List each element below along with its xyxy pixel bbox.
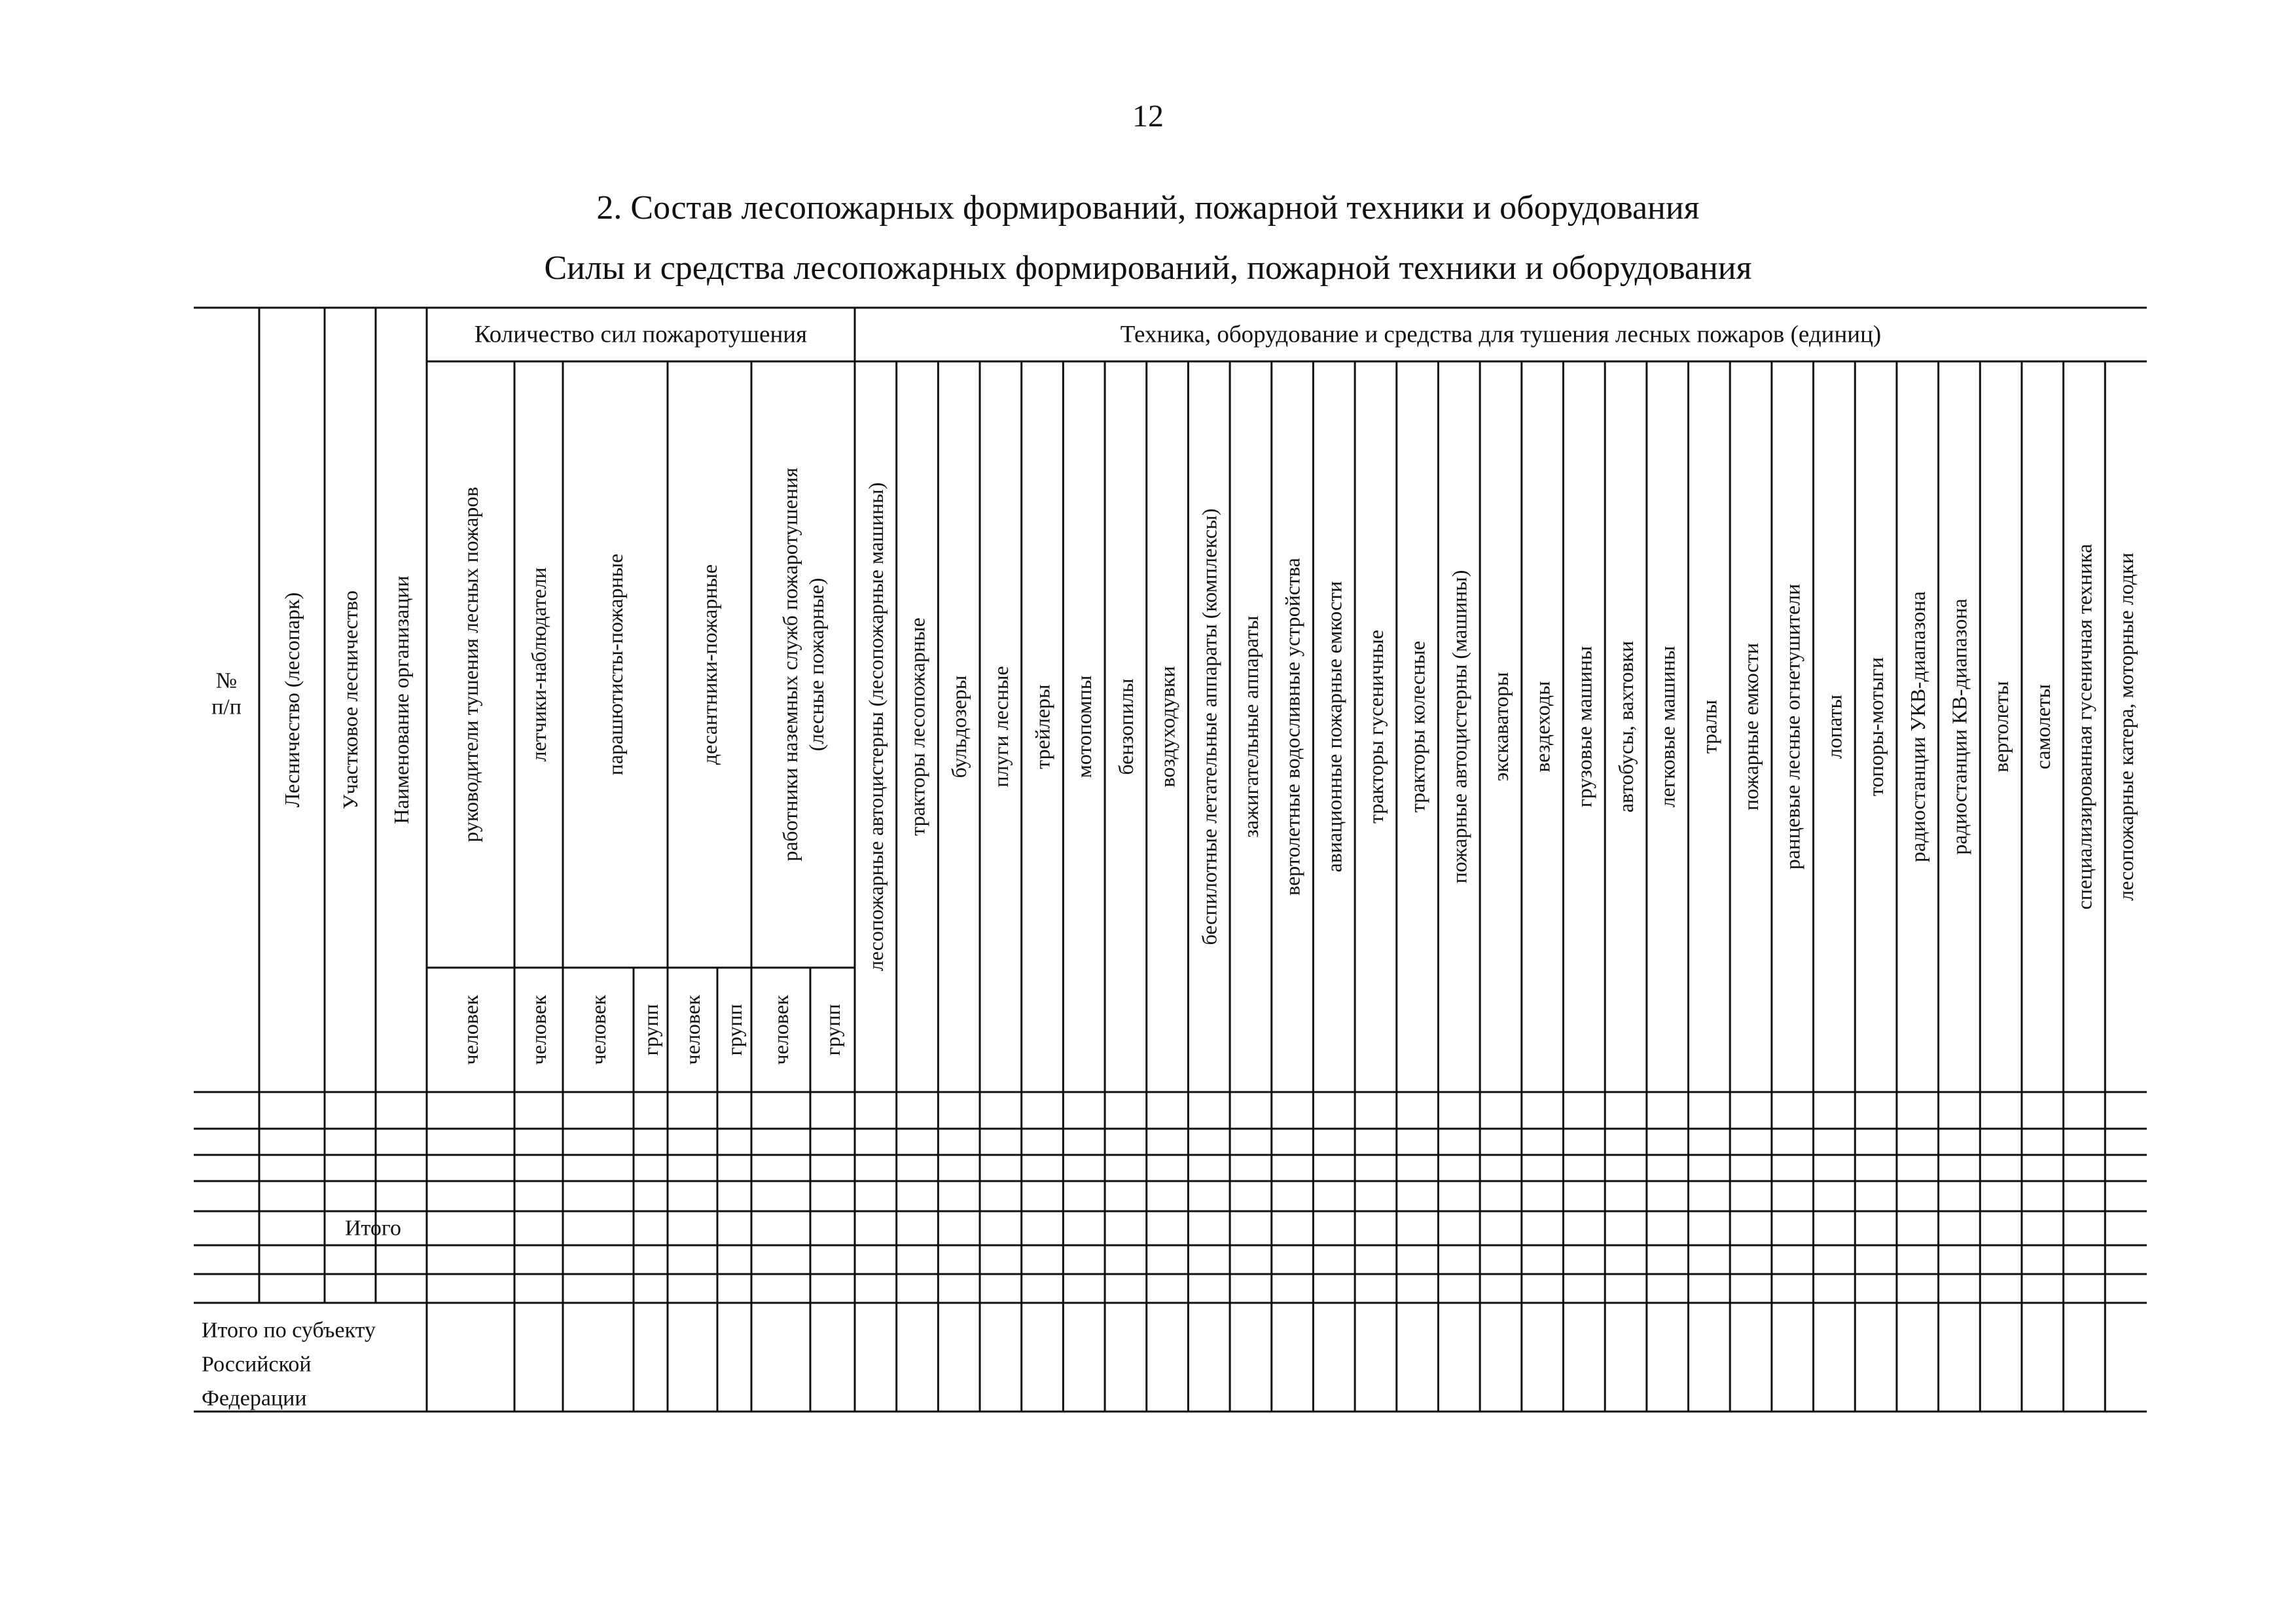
column-header: вертолеты bbox=[1989, 681, 2013, 773]
table-title: Силы и средства лесопожарных формирований, пожарной техники и оборудования bbox=[544, 249, 1752, 287]
column-header: бензопилы bbox=[1113, 678, 1138, 775]
column-header: автобусы, вахтовки bbox=[1614, 640, 1638, 813]
column-header: лопаты bbox=[1822, 695, 1846, 759]
subtotal-label: Итого bbox=[344, 1216, 402, 1241]
unit-header: групп bbox=[723, 1004, 746, 1056]
total-label: Российской bbox=[202, 1352, 312, 1377]
column-header: трейлеры bbox=[1030, 684, 1054, 769]
column-header: радиостанции КВ-диапазона bbox=[1947, 598, 1971, 855]
unit-header: групп bbox=[821, 1004, 844, 1056]
section-title: 2. Состав лесопожарных формирований, пожарной техники и оборудования bbox=[596, 189, 1700, 227]
column-header: пожарные емкости bbox=[1739, 643, 1763, 811]
column-header: тракторы колесные bbox=[1405, 640, 1429, 813]
column-header: тракторы гусеничные bbox=[1363, 630, 1388, 824]
row-number-header: п/п bbox=[211, 695, 242, 720]
group-header-equipment: Техника, оборудование и средства для тушения лесных пожаров (единиц) bbox=[1120, 321, 1882, 348]
column-header: воздуходувки bbox=[1155, 666, 1179, 788]
column-header: Наименование организации bbox=[389, 575, 413, 824]
column-header: Участковое лесничество bbox=[338, 590, 362, 810]
page-number: 12 bbox=[1132, 99, 1164, 134]
column-header: Лесничество (лесопарк) bbox=[280, 592, 304, 808]
column-header: работники наземных служб пожаротушения bbox=[778, 467, 802, 862]
column-header: грузовые машины bbox=[1572, 646, 1596, 808]
total-label: Итого по субъекту bbox=[202, 1318, 376, 1343]
unit-header: человек bbox=[681, 994, 704, 1065]
column-header: тракторы лесопожарные bbox=[905, 617, 929, 836]
unit-header: групп bbox=[639, 1004, 662, 1056]
column-header: плуги лесные bbox=[988, 666, 1013, 788]
column-header: бульдозеры bbox=[947, 675, 971, 778]
column-header: лесопожарные катера, моторные лодки bbox=[2114, 553, 2138, 901]
unit-header: человек bbox=[459, 994, 482, 1065]
column-header: (лесные пожарные) bbox=[804, 577, 828, 752]
column-header: легковые машины bbox=[1655, 646, 1679, 808]
column-header: беспилотные летательные аппараты (комплексы) bbox=[1197, 508, 1221, 945]
group-header-forces: Количество сил пожаротушения bbox=[474, 321, 808, 348]
column-header: вездеходы bbox=[1530, 681, 1554, 773]
column-header: авиационные пожарные емкости bbox=[1322, 581, 1346, 873]
unit-header: человек bbox=[769, 994, 793, 1065]
column-header: руководители тушения лесных пожаров bbox=[459, 486, 482, 843]
column-header: радиостанции УКВ-диапазона bbox=[1905, 591, 1929, 862]
unit-header: человек bbox=[586, 994, 610, 1065]
column-header: вертолетные водосливные устройства bbox=[1280, 558, 1304, 896]
column-header: мотопомпы bbox=[1072, 675, 1096, 778]
row-number-header: № bbox=[215, 668, 238, 693]
column-header: лесопожарные автоцистерны (лесопожарные машины) bbox=[863, 482, 888, 972]
column-header: самолеты bbox=[2030, 684, 2054, 770]
column-header: специализированная гусеничная техника bbox=[2072, 543, 2096, 910]
column-header: топоры-мотыги bbox=[1864, 657, 1888, 797]
unit-header: человек bbox=[527, 994, 550, 1065]
column-header: зажигательные аппараты bbox=[1238, 615, 1263, 838]
column-header: летчики-наблюдатели bbox=[527, 567, 550, 762]
column-header: парашютисты-пожарные bbox=[603, 553, 627, 776]
column-header: экскаваторы bbox=[1489, 672, 1513, 782]
column-header: ранцевые лесные огнетушители bbox=[1780, 583, 1804, 870]
column-header: десантники-пожарные bbox=[698, 564, 721, 765]
column-header: тралы bbox=[1697, 699, 1721, 754]
total-label: Федерации bbox=[202, 1386, 307, 1411]
column-header: пожарные автоцистерны (машины) bbox=[1447, 570, 1471, 884]
